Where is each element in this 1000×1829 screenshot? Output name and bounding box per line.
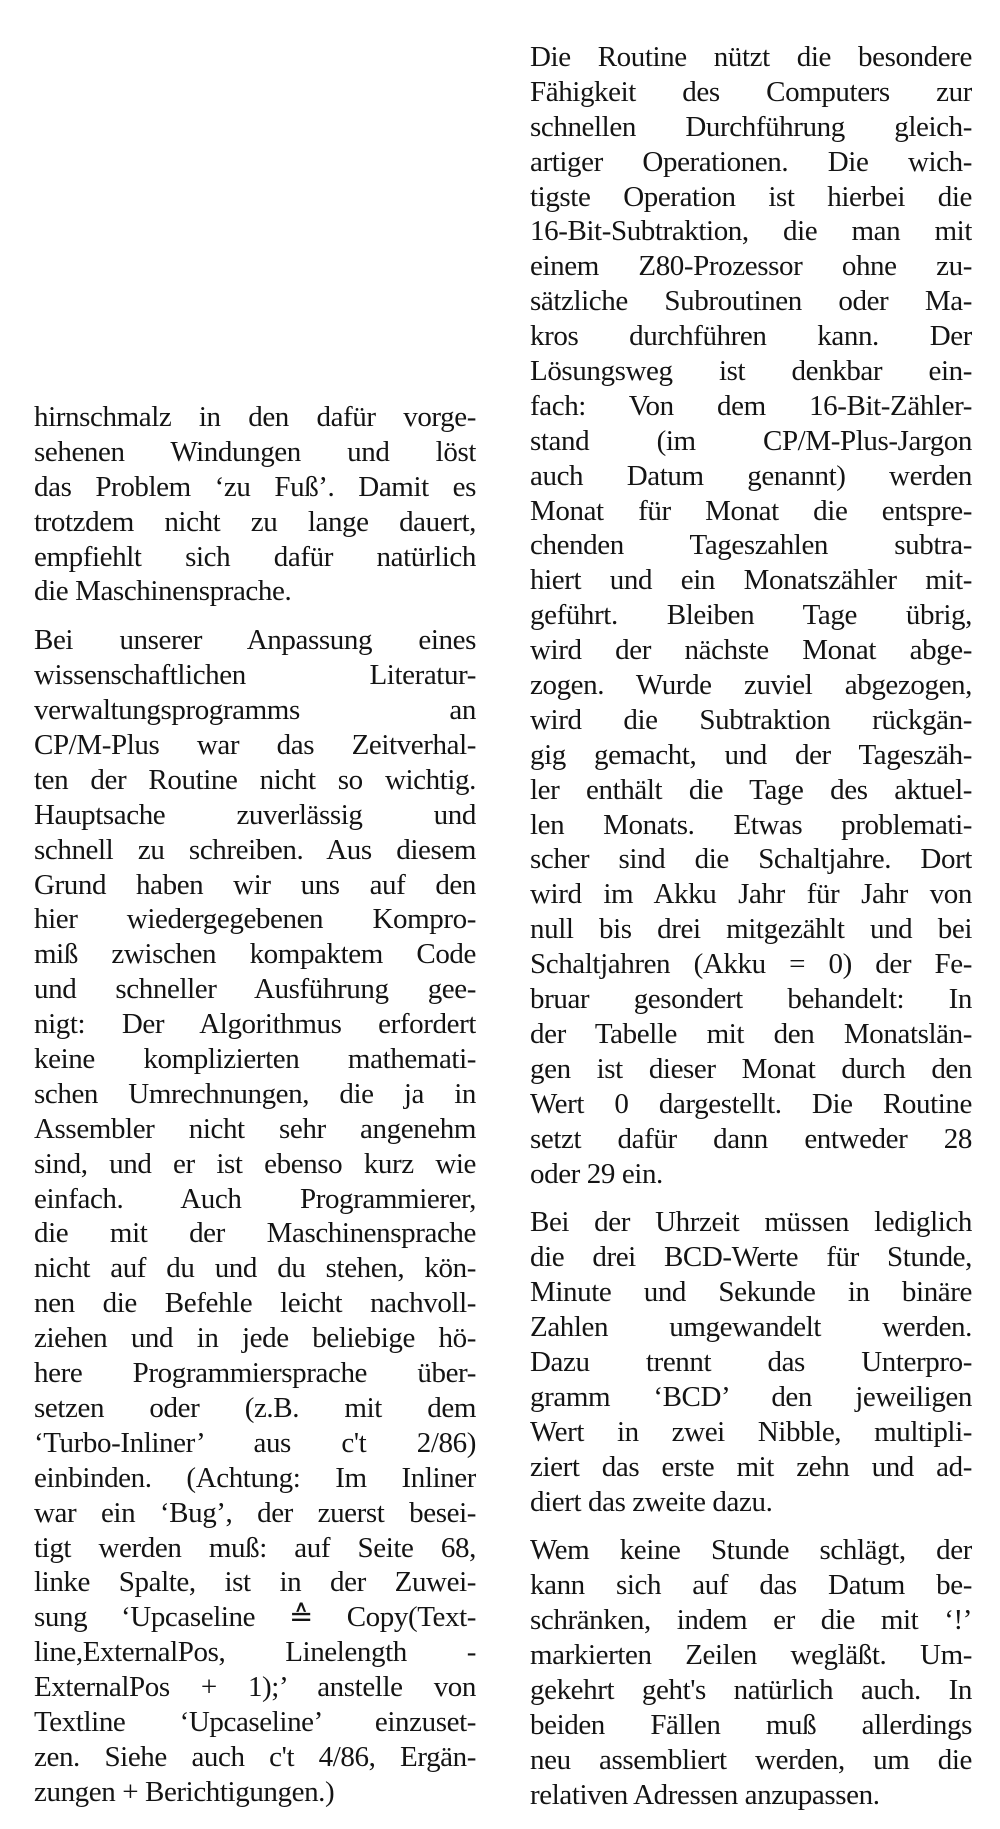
text-line: war ein ‘Bug’, der zuerst besei-	[34, 1496, 476, 1529]
text-line: schnellen Durchführung gleich-	[530, 110, 972, 143]
paragraph	[34, 623, 476, 1809]
text-line: miß zwischen kompaktem Code	[34, 938, 476, 971]
text-line: scher sind die Schaltjahre. Dort	[530, 843, 972, 876]
text-line: zen. Siehe auch c't 4/86, Ergän-	[34, 1740, 476, 1773]
text-line: schränken, indem er die mit ‘!’	[530, 1604, 972, 1637]
text-line: wird der nächste Monat abge-	[530, 634, 972, 667]
text-line: trotzdem nicht zu lange dauert,	[34, 505, 476, 538]
text-line: keine komplizierten mathemati-	[34, 1043, 476, 1076]
text-line: Bei der Uhrzeit müssen lediglich	[530, 1206, 972, 1239]
text-line: empfiehlt sich dafür natürlich	[34, 540, 476, 573]
text-line: einbinden. (Achtung: Im Inliner	[34, 1461, 476, 1494]
text-line: nen die Befehle leicht nachvoll-	[34, 1287, 476, 1320]
text-line: Grund haben wir uns auf den	[34, 868, 476, 901]
text-line: gramm ‘BCD’ den jeweiligen	[530, 1380, 972, 1413]
text-line: markierten Zeilen wegläßt. Um-	[530, 1639, 972, 1672]
text-line: und schneller Ausführung gee-	[34, 973, 476, 1006]
text-line: ler enthält die Tage des aktuel-	[530, 773, 972, 806]
text-line: sung ‘Upcaseline ≙ Copy(Text-	[34, 1601, 476, 1634]
text-line: tigste Operation ist hierbei die	[530, 180, 972, 213]
text-line: gig gemacht, und der Tageszäh-	[530, 738, 972, 771]
text-line: Hauptsache zuverlässig und	[34, 798, 476, 831]
text-line: Textline ‘Upcaseline’ einzuset-	[34, 1705, 476, 1738]
text-line: setzt dafür dann entweder 28	[530, 1122, 972, 1155]
text-line: Die Routine nützt die besondere	[530, 41, 972, 73]
text-line: setzen oder (z.B. mit dem	[34, 1391, 476, 1424]
text-line: linke Spalte, ist in der Zuwei-	[34, 1566, 476, 1599]
text-line: schen Umrechnungen, die ja in	[34, 1077, 476, 1110]
text-line: Dazu trennt das Unterpro-	[530, 1345, 972, 1378]
text-line: Monat für Monat die entspre-	[530, 494, 972, 527]
paragraph	[530, 1533, 972, 1812]
right-text-column	[530, 40, 972, 1813]
paragraph	[530, 40, 972, 1191]
text-line: zogen. Wurde zuviel abgezogen,	[530, 669, 972, 702]
text-line: CP/M-Plus war das Zeitverhal-	[34, 729, 476, 762]
text-line: beiden Fällen muß allerdings	[530, 1708, 972, 1741]
text-line: sätzliche Subroutinen oder Ma-	[530, 285, 972, 318]
text-line: Fähigkeit des Computers zur	[530, 75, 972, 108]
text-line: oder 29 ein.	[530, 1157, 663, 1190]
text-line: hier wiedergegebenen Kompro-	[34, 903, 476, 936]
text-line: zungen + Berichtigungen.)	[34, 1775, 335, 1808]
text-line: nigt: Der Algorithmus erfordert	[34, 1008, 476, 1041]
text-line: here Programmiersprache über-	[34, 1357, 476, 1390]
text-line: wird die Subtraktion rückgän-	[530, 703, 972, 736]
text-line: die drei BCD-Werte für Stunde,	[530, 1241, 972, 1274]
text-line: relativen Adressen anzupassen.	[530, 1778, 880, 1811]
text-line: stand (im CP/M-Plus-Jargon	[530, 424, 972, 457]
text-line: neu assembliert werden, um die	[530, 1743, 972, 1776]
text-line: sehenen Windungen und löst	[34, 435, 476, 468]
text-line: der Tabelle mit den Monatslän-	[530, 1017, 972, 1050]
text-line: ten der Routine nicht so wichtig.	[34, 763, 476, 796]
text-line: sind, und er ist ebenso kurz wie	[34, 1147, 476, 1180]
text-line: Schaltjahren (Akku = 0) der Fe-	[530, 948, 972, 981]
text-line: ziehen und in jede beliebige hö-	[34, 1322, 476, 1355]
text-line: auch Datum genannt) werden	[530, 459, 972, 492]
text-line: null bis drei mitgezählt und bei	[530, 913, 972, 946]
text-line: tigt werden muß: auf Seite 68,	[34, 1531, 476, 1564]
text-line: einfach. Auch Programmierer,	[34, 1182, 476, 1215]
text-line: hirnschmalz in den dafür vorge-	[34, 401, 476, 433]
text-line: len Monats. Etwas problemati-	[530, 808, 972, 841]
text-line: Wem keine Stunde schlägt, der	[530, 1534, 972, 1567]
text-line: die mit der Maschinensprache	[34, 1217, 476, 1250]
text-line: diert das zweite dazu.	[530, 1485, 773, 1518]
paragraph	[34, 400, 476, 609]
text-line: schnell zu schreiben. Aus diesem	[34, 833, 476, 866]
text-line: Assembler nicht sehr angenehm	[34, 1112, 476, 1145]
text-line: gekehrt geht's natürlich auch. In	[530, 1673, 972, 1706]
text-line: das Problem ‘zu Fuß’. Damit es	[34, 470, 476, 503]
text-line: Wert in zwei Nibble, multipli-	[530, 1415, 972, 1448]
text-line: ‘Turbo-Inliner’ aus c't 2/86)	[34, 1426, 476, 1459]
text-line: bruar gesondert behandelt: In	[530, 983, 972, 1016]
text-line: Lösungsweg ist denkbar ein-	[530, 355, 972, 388]
text-line: ziert das erste mit zehn und ad-	[530, 1450, 972, 1483]
text-line: Bei unserer Anpassung eines	[34, 624, 476, 657]
text-line: wissenschaftlichen Literatur-	[34, 659, 476, 692]
text-line: chenden Tageszahlen subtra-	[530, 529, 972, 562]
text-line: hiert und ein Monatszähler mit-	[530, 564, 972, 597]
text-line: Zahlen umgewandelt werden.	[530, 1311, 972, 1344]
text-line: line,ExternalPos, Linelength -	[34, 1636, 476, 1669]
text-line: fach: Von dem 16-Bit-Zähler-	[530, 389, 972, 422]
text-line: gen ist dieser Monat durch den	[530, 1052, 972, 1085]
text-line: 16-Bit-Subtraktion, die man mit	[530, 215, 972, 248]
text-line: die Maschinensprache.	[34, 575, 292, 608]
text-line: nicht auf du und du stehen, kön-	[34, 1252, 476, 1285]
text-line: wird im Akku Jahr für Jahr von	[530, 878, 972, 911]
text-line: verwaltungsprogramms an	[34, 694, 476, 727]
paragraph	[530, 1205, 972, 1519]
text-line: kann sich auf das Datum be-	[530, 1569, 972, 1602]
text-line: geführt. Bleiben Tage übrig,	[530, 599, 972, 632]
text-line: artiger Operationen. Die wich-	[530, 145, 972, 178]
text-line: einem Z80-Prozessor ohne zu-	[530, 250, 972, 283]
text-line: Minute und Sekunde in binäre	[530, 1276, 972, 1309]
text-line: ExternalPos + 1);’ anstelle von	[34, 1671, 476, 1704]
left-text-column	[34, 400, 476, 1810]
text-line: Wert 0 dargestellt. Die Routine	[530, 1087, 972, 1120]
text-line: kros durchführen kann. Der	[530, 320, 972, 353]
